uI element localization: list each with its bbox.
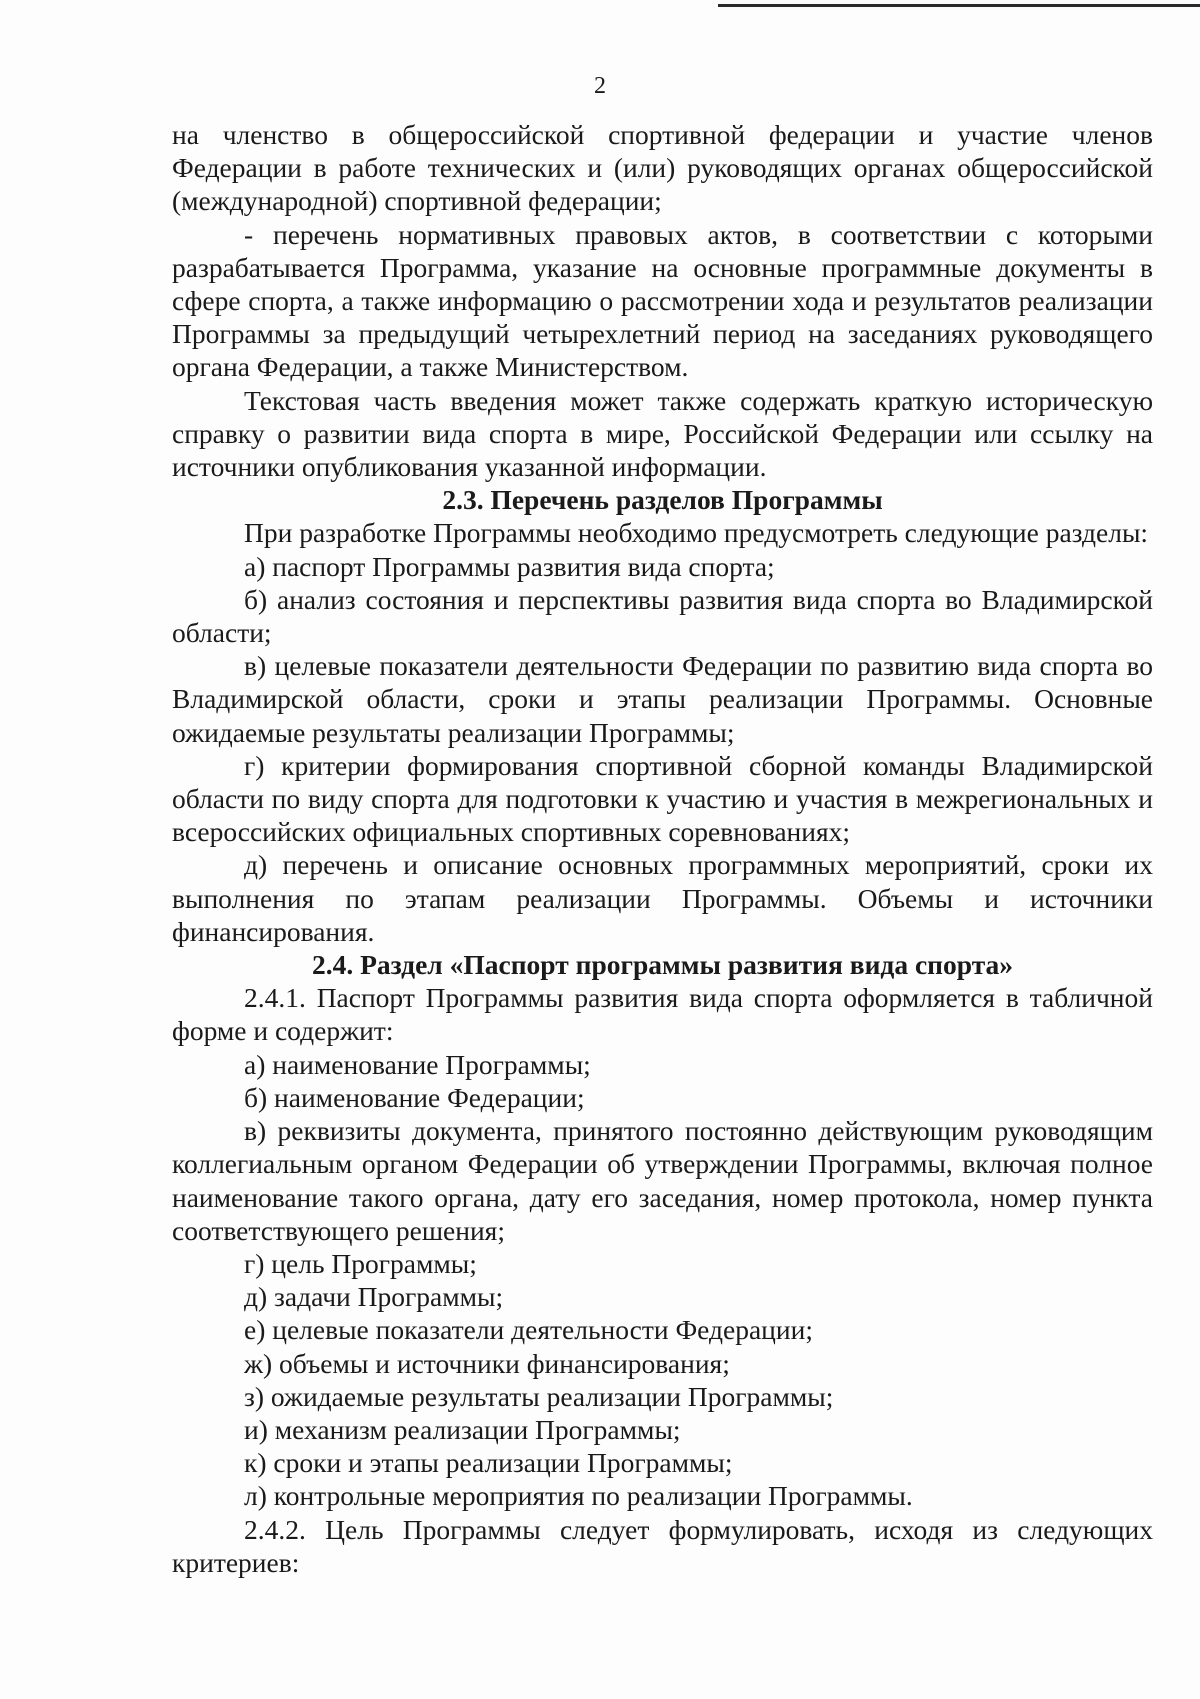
body-paragraph: ж) объемы и источники финансирования; bbox=[244, 1347, 730, 1379]
body-paragraph: л) контрольные мероприятия по реализации Программы. bbox=[244, 1480, 913, 1512]
top-rule bbox=[718, 4, 1200, 7]
body-paragraph: 2.4.2. Цель Программы следует формулировать, исходя из следующих критериев: bbox=[172, 1513, 1153, 1578]
section-heading: 2.3. Перечень разделов Программы bbox=[442, 484, 883, 516]
body-paragraph: и) механизм реализации Программы; bbox=[244, 1413, 681, 1445]
body-paragraph: з) ожидаемые результаты реализации Программы; bbox=[244, 1380, 834, 1412]
body-paragraph: б) наименование Федерации; bbox=[244, 1081, 585, 1113]
body-paragraph: в) реквизиты документа, принятого постоянно действующим руководящим коллегиальным органом Федерации об утверждении Программы, включая полное наименование такого органа, дату его заседания, номер протокола, номер пункта соответствующего решения; bbox=[172, 1115, 1153, 1246]
body-paragraph: - перечень нормативных правовых актов, в соответствии с которыми разрабатывается Программа, указание на основные программные документы в сфере спорта, а также информацию о рассмотрении хода и результатов реализации Программы за предыдущий четырехлетний период на заседаниях руководящего органа Федерации, а также Министерством. bbox=[172, 218, 1153, 383]
body-paragraph: г) критерии формирования спортивной сборной команды Владимирской области по виду спорта для подготовки к участию и участия в межрегиональных и всероссийских официальных спортивных соревнованиях; bbox=[172, 749, 1153, 848]
body-paragraph: на членство в общероссийской спортивной федерации и участие членов Федерации в работе технических и (или) руководящих органах общероссийской (международной) спортивной федерации; bbox=[172, 119, 1153, 217]
page-number: 2 bbox=[594, 73, 606, 99]
body-paragraph: Текстовая часть введения может также содержать краткую историческую справку о развитии вида спорта в мире, Российской Федерации или ссылку на источники опубликования указанной информации. bbox=[172, 384, 1153, 483]
body-paragraph: е) целевые показатели деятельности Федерации; bbox=[244, 1314, 813, 1346]
body-paragraph: 2.4.1. Паспорт Программы развития вида спорта оформляется в табличной форме и содержит: bbox=[172, 982, 1153, 1047]
document-body bbox=[172, 118, 1153, 1579]
body-paragraph: г) цель Программы; bbox=[244, 1247, 477, 1279]
body-paragraph: в) целевые показатели деятельности Федерации по развитию вида спорта во Владимирской области, сроки и этапы реализации Программы. Основные ожидаемые результаты реализации Программы; bbox=[172, 650, 1153, 748]
body-paragraph: к) сроки и этапы реализации Программы; bbox=[244, 1447, 733, 1479]
section-heading: 2.4. Раздел «Паспорт программы развития вида спорта» bbox=[311, 949, 1014, 981]
body-paragraph: б) анализ состояния и перспективы развития вида спорта во Владимирской области; bbox=[172, 583, 1153, 649]
body-paragraph: а) наименование Программы; bbox=[244, 1048, 591, 1080]
body-paragraph: д) задачи Программы; bbox=[244, 1281, 504, 1313]
body-paragraph: а) паспорт Программы развития вида спорта; bbox=[244, 550, 775, 582]
body-paragraph: д) перечень и описание основных программных мероприятий, сроки их выполнения по этапам реализации Программы. Объемы и источники финансирования. bbox=[172, 849, 1153, 947]
body-paragraph: При разработке Программы необходимо предусмотреть следующие разделы: bbox=[244, 517, 1149, 549]
